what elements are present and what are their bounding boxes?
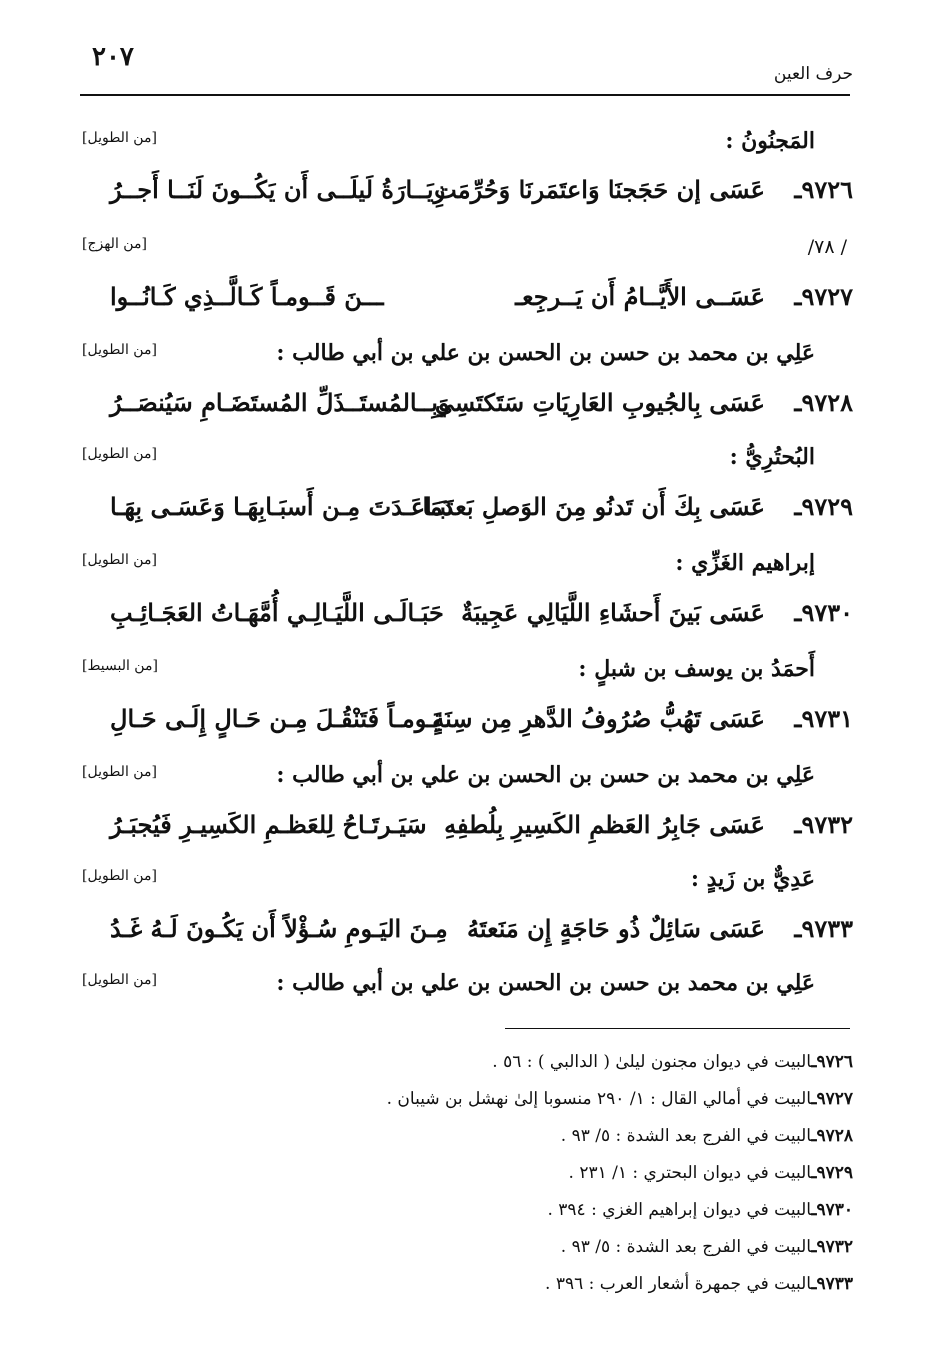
verse-first-hemistich: عَسَى تَهُبُّ صُرُوفُ الدَّهرِ مِن سِنَةٍ bbox=[432, 704, 765, 733]
meter-label: [من الطويل] bbox=[82, 130, 157, 146]
poet-name: عَلِي بن محمد بن حسن بن الحسن بن علي بن أبي طالب : bbox=[276, 340, 815, 366]
verse-number: ٩٧٢٦ـ bbox=[794, 175, 853, 204]
footnote-number: ٩٧٢٨ـ bbox=[811, 1126, 853, 1146]
verse-number: ٩٧٢٨ـ bbox=[794, 388, 853, 417]
page-number: ٢٠٧ bbox=[92, 42, 134, 72]
verse-number: ٩٧٢٧ـ bbox=[794, 282, 853, 311]
footnote-text: البيت في ديوان البحتري : ١/ ٢٣١ . bbox=[568, 1163, 812, 1183]
verse-second-hemistich: سَيَـرتَـاحُ لِلعَظـمِ الكَسِيـرِ فَيُجبَـرُ bbox=[110, 810, 427, 839]
footnote-rule bbox=[505, 1028, 850, 1029]
poet-name: عَدِيٌّ بن زَيدٍ : bbox=[690, 866, 815, 892]
verse-second-hemistich: وَبِــالمُستَــذَلِّ المُستَضَـامِ سَيُنصَــرُ bbox=[110, 388, 450, 417]
meter-label: [من الطويل] bbox=[82, 868, 157, 884]
verse-second-hemistich: زِيَــارَةُ لَيلَــى أَن يَكُــونَ لَنَــا أَجــرُ bbox=[110, 175, 446, 204]
verse-first-hemistich: عَسَى سَائِلٌ ذُو حَاجَةٍ إِن مَنَعتَهُ bbox=[467, 914, 765, 943]
poet-name: المَجنُونُ : bbox=[725, 128, 815, 154]
verse-first-hemistich: عَسَــى الأَيَّــامُ أَن يَــرجِعـ bbox=[515, 282, 765, 311]
meter-label: [من الطويل] bbox=[82, 972, 157, 988]
verse-first-hemistich: عَسَى إن حَجَجنَا وَاعتَمَرنَا وَحُرِّمَت bbox=[434, 175, 765, 204]
footnote bbox=[547, 1200, 853, 1220]
poet-name: عَلِي بن محمد بن حسن بن الحسن بن علي بن أبي طالب : bbox=[276, 970, 815, 996]
footnote bbox=[492, 1052, 853, 1072]
meter-label: [من الطويل] bbox=[82, 552, 157, 568]
footnote-number: ٩٧٢٩ـ bbox=[811, 1163, 853, 1183]
running-head: حرف العين bbox=[773, 64, 853, 84]
footnote-text: البيت في ديوان إبراهيم الغزي : ٣٩٤ . bbox=[547, 1200, 812, 1220]
footnote-number: ٩٧٣٣ـ bbox=[811, 1274, 853, 1294]
footnote-text: البيت في ديوان مجنون ليلىٰ ( الدالبي ) : ٥٦ . bbox=[492, 1052, 812, 1072]
footnote-number: ٩٧٢٧ـ bbox=[811, 1089, 853, 1109]
footnote-text: البيت في جمهرة أشعار العرب : ٣٩٦ . bbox=[545, 1274, 812, 1294]
footnote bbox=[569, 1163, 853, 1183]
poet-name: البُحتُرِيُّ : bbox=[729, 444, 815, 470]
footnote bbox=[561, 1126, 853, 1146]
verse-second-hemistich: حَبَـالَـى اللَّيَـالِـي أُمَّهَـاتُ العَجَـائِـبِ bbox=[110, 598, 444, 627]
verse-number: ٩٧٢٩ـ bbox=[794, 492, 853, 521]
meter-label: [من الطويل] bbox=[82, 764, 157, 780]
meter-label: [من الطويل] bbox=[82, 446, 157, 462]
footnote bbox=[387, 1089, 853, 1109]
verse-second-hemistich: تَبَـاعَـدَتَ مِـن أَسبَـابِهَـا وَعَسَـى بِهَـا bbox=[110, 492, 454, 521]
verse-first-hemistich: عَسَى بَينَ أَحشَاءِ اللَّيَالِي عَجِيبَةٌ bbox=[461, 598, 765, 627]
meter-label: [من الطويل] bbox=[82, 342, 157, 358]
verse-number: ٩٧٣٠ـ bbox=[794, 598, 853, 627]
footnote-number: ٩٧٢٦ـ bbox=[811, 1052, 853, 1072]
verse-first-hemistich: عَسَى بِالجُيوبِ العَارِيَاتِ سَتَكتَسِي bbox=[434, 388, 765, 417]
verse-first-hemistich: عَسَى جَابِرُ العَظمِ الكَسِيرِ بِلُطفِهِ bbox=[444, 810, 765, 839]
footnote-text: البيت في أمالي القال : ١/ ٢٩٠ منسوبا إلىٰ نهشل بن شيبان . bbox=[386, 1089, 812, 1109]
footnote bbox=[561, 1237, 853, 1257]
verse-second-hemistich: يَـومـاً فَتَنْقُـلَ مِـن حَـالٍ إِلَـى حَـالِ bbox=[110, 704, 441, 733]
footnote bbox=[545, 1274, 853, 1294]
footnote-text: البيت في الفرج بعد الشدة : ٥/ ٩٣ . bbox=[560, 1126, 812, 1146]
poet-name: عَلِي بن محمد بن حسن بن الحسن بن علي بن أبي طالب : bbox=[276, 762, 815, 788]
poet-name: إبراهيم الغَزِّي : bbox=[675, 550, 815, 576]
meter-label: [من البسيط] bbox=[82, 658, 158, 674]
verse-second-hemistich: ـــنَ قَــومـاً كَـالَّــذِي كَـانُــوا bbox=[110, 282, 384, 311]
footnote-number: ٩٧٣٢ـ bbox=[811, 1237, 853, 1257]
verse-number: ٩٧٣٢ـ bbox=[794, 810, 853, 839]
verse-number: ٩٧٣٣ـ bbox=[794, 914, 853, 943]
verse-number: ٩٧٣١ـ bbox=[794, 704, 853, 733]
verse-second-hemistich: مِـنَ اليَـومِ سُـؤْلاً أَن يَكُـونَ لَـهُ غَـدُ bbox=[110, 914, 448, 943]
footnote-number: ٩٧٣٠ـ bbox=[811, 1200, 853, 1220]
header-rule bbox=[80, 94, 850, 96]
poet-name: أَحمَدُ بن يوسف بن شبلٍ : bbox=[578, 656, 815, 682]
manuscript-folio-marker: / ٧٨/ bbox=[807, 236, 847, 258]
meter-label: [من الهزج] bbox=[82, 236, 147, 252]
footnote-text: البيت في الفرج بعد الشدة : ٥/ ٩٣ . bbox=[560, 1237, 812, 1257]
verse-first-hemistich: عَسَى بِكَ أَن تَدنُو مِنَ الوَصلِ بَعدَمَا bbox=[422, 492, 765, 521]
